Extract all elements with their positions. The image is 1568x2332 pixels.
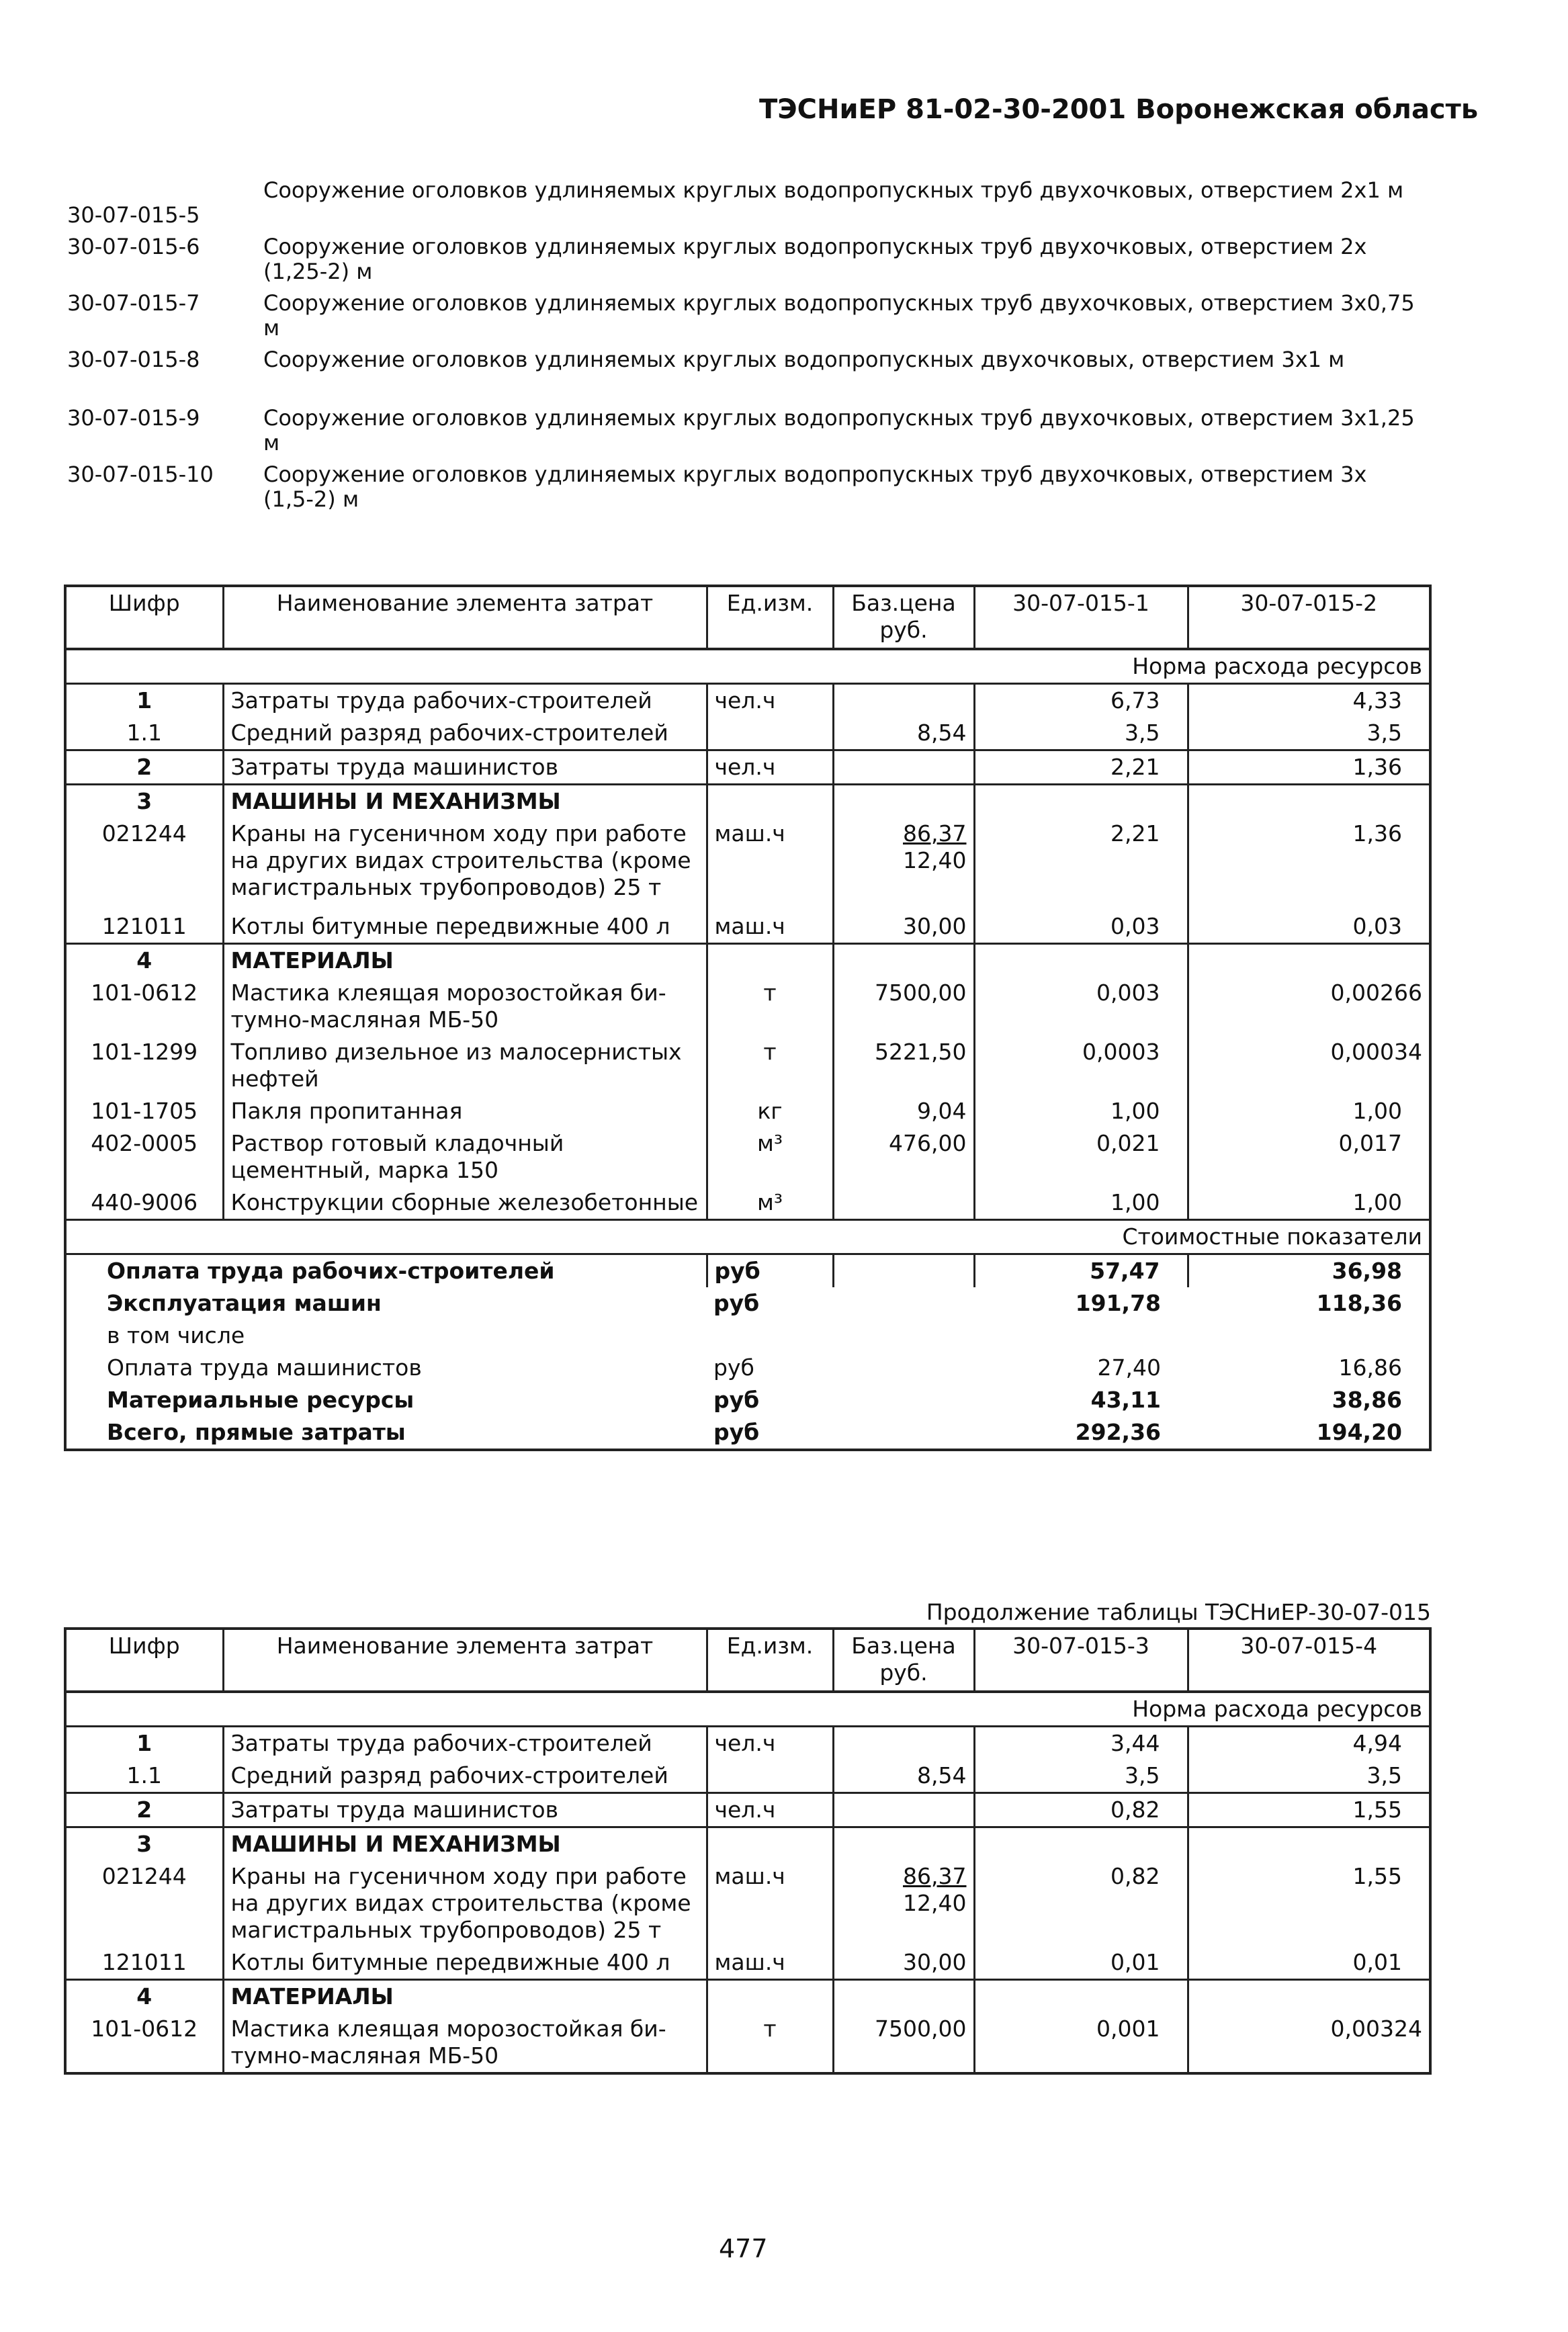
row-value-2: 3,5 (1188, 717, 1430, 750)
row-value-1: 3,5 (974, 717, 1188, 750)
row-unit: т (707, 1036, 833, 1095)
cost-name: Материальные ресурсы (65, 1384, 707, 1416)
code-item (67, 406, 1418, 456)
header-col2: 30-07-015-4 (1188, 1629, 1430, 1692)
price-main: 86,37 (903, 820, 967, 847)
cost-value-1 (974, 1320, 1188, 1352)
cost-name: Оплата труда машинистов (65, 1352, 707, 1384)
table-row (65, 1980, 1430, 2014)
row-name: Средний разряд рабочих-строителей (223, 1760, 707, 1793)
cost-value-1: 57,47 (974, 1254, 1188, 1288)
row-value-2: 3,5 (1188, 1760, 1430, 1793)
row-value-1 (974, 1980, 1188, 2014)
row-code: 021244 (65, 818, 223, 904)
row-unit: маш.ч (707, 1946, 833, 1980)
row-unit (707, 785, 833, 818)
cost-value-1: 191,78 (1075, 1290, 1161, 1316)
row-name: Мастика клеящая морозостойкая би-тумно-масляная МБ-50 (223, 977, 707, 1036)
code-value: 30-07-015-10 (67, 462, 214, 487)
table-row (65, 2013, 1430, 2073)
row-price (833, 1827, 974, 1861)
row-code: 3 (65, 1827, 223, 1861)
table-row (65, 1036, 1430, 1095)
cost-value-2: 36,98 (1188, 1254, 1430, 1288)
row-name: Конструкции сборные железобетонные (223, 1186, 707, 1220)
row-code: 2 (65, 750, 223, 785)
table-row (65, 944, 1430, 978)
row-value-1: 2,21 (974, 818, 1188, 904)
section-row (65, 1220, 1430, 1254)
row-code: 440-9006 (65, 1186, 223, 1220)
code-description: Сооружение оголовков удлиняемых круглых водопропускных труб двухочковых, отверстием 2х (1,25-2) м (263, 234, 1367, 284)
cost-row (65, 1416, 1430, 1450)
cost-price (833, 1287, 974, 1320)
price-sub: 12,40 (903, 847, 967, 873)
row-price: 7500,00 (833, 977, 974, 1036)
table-row (65, 1860, 1430, 1946)
cost-price (833, 1320, 974, 1352)
cost-unit: руб (713, 1290, 760, 1316)
cost-row (65, 1384, 1430, 1416)
row-unit: чел.ч (707, 1727, 833, 1760)
row-unit: чел.ч (707, 750, 833, 785)
row-name: Краны на гусеничном ходу при работе на других видах строительства (кроме магистральных трубопроводов) 25 т (223, 818, 707, 904)
row-unit: маш.ч (707, 818, 833, 904)
row-name: Затраты труда рабочих-строителей (223, 1727, 707, 1760)
row-price (833, 1860, 974, 1946)
cost-name: Всего, прямые затраты (65, 1416, 707, 1450)
row-unit: м³ (707, 1127, 833, 1186)
row-value-1: 0,001 (974, 2013, 1188, 2073)
table-row (65, 1793, 1430, 1827)
row-price (833, 750, 974, 785)
row-value-2: 0,00266 (1188, 977, 1430, 1036)
row-value-1: 0,021 (974, 1127, 1188, 1186)
section-row (65, 649, 1430, 684)
row-value-1: 0,003 (974, 977, 1188, 1036)
row-code: 4 (65, 944, 223, 978)
row-unit: маш.ч (707, 1860, 833, 1946)
row-price: 5221,50 (833, 1036, 974, 1095)
row-name: Средний разряд рабочих-строителей (223, 717, 707, 750)
cost-row (65, 1254, 1430, 1288)
resource-table-2 (64, 1627, 1432, 2075)
code-description-list (67, 178, 1418, 512)
table-row (65, 1727, 1430, 1760)
row-unit: т (707, 977, 833, 1036)
header-name: Наименование элемента затрат (223, 586, 707, 649)
row-name: Затраты труда машинистов (223, 1793, 707, 1827)
cost-row (65, 1352, 1430, 1384)
table-header-row (65, 586, 1430, 649)
row-price: 30,00 (833, 1946, 974, 1980)
row-unit (707, 1980, 833, 2014)
code-value: 30-07-015-9 (67, 405, 200, 431)
header-col2: 30-07-015-2 (1188, 586, 1430, 649)
row-value-2 (1188, 785, 1430, 818)
code-description: Сооружение оголовков удлиняемых круглых водопропускных труб двухочковых, отверстием 3х1,25 м (263, 405, 1415, 456)
table-row (65, 1827, 1430, 1861)
row-value-2: 0,00324 (1188, 2013, 1430, 2073)
row-value-2: 1,36 (1188, 818, 1430, 904)
row-price (833, 1186, 974, 1220)
cost-name: в том числе (65, 1320, 707, 1352)
code-item (67, 178, 1418, 228)
norm-title: Норма расхода ресурсов (65, 1692, 1430, 1727)
header-price: Баз.цена руб. (833, 586, 974, 649)
row-value-2 (1188, 1827, 1430, 1861)
row-unit: м³ (707, 1186, 833, 1220)
row-value-1: 0,03 (974, 904, 1188, 944)
row-name: Затраты труда рабочих-строителей (223, 684, 707, 718)
row-value-1: 0,01 (974, 1946, 1188, 1980)
row-unit (707, 944, 833, 978)
row-price (833, 1727, 974, 1760)
row-unit (707, 1827, 833, 1861)
cost-value-2: 16,86 (1188, 1352, 1430, 1384)
row-code: 101-0612 (65, 977, 223, 1036)
row-code: 1 (65, 684, 223, 718)
row-name: МАТЕРИАЛЫ (223, 1980, 707, 2014)
page-number: 477 (719, 2234, 768, 2263)
row-name: Раствор готовый кладочный цементный, марка 150 (223, 1127, 707, 1186)
resource-table-1 (64, 585, 1432, 1451)
row-price: 7500,00 (833, 2013, 974, 2073)
row-value-2: 4,33 (1188, 684, 1430, 718)
row-value-1 (974, 944, 1188, 978)
table-row (65, 1095, 1430, 1127)
row-value-2 (1188, 944, 1430, 978)
row-price: 9,04 (833, 1095, 974, 1127)
row-unit: т (707, 2013, 833, 2073)
row-unit: чел.ч (707, 1793, 833, 1827)
table-row (65, 1760, 1430, 1793)
row-value-1: 6,73 (974, 684, 1188, 718)
row-name: МАШИНЫ И МЕХАНИЗМЫ (223, 785, 707, 818)
row-value-1: 1,00 (974, 1095, 1188, 1127)
row-value-1: 3,5 (974, 1760, 1188, 1793)
row-price (833, 785, 974, 818)
row-value-2: 1,55 (1188, 1860, 1430, 1946)
price-sub: 12,40 (903, 1890, 967, 1916)
code-value: 30-07-015-7 (67, 290, 200, 316)
row-unit (707, 717, 833, 750)
row-price: 30,00 (833, 904, 974, 944)
row-code: 1.1 (65, 717, 223, 750)
cost-value-1: 43,11 (1090, 1387, 1161, 1413)
cost-value-2: 38,86 (1188, 1384, 1430, 1416)
row-name: Котлы битумные передвижные 400 л (223, 904, 707, 944)
cost-unit: руб (707, 1254, 833, 1288)
row-value-1 (974, 1827, 1188, 1861)
row-code: 1.1 (65, 1760, 223, 1793)
row-price (833, 944, 974, 978)
row-unit: кг (707, 1095, 833, 1127)
code-value: 30-07-015-6 (67, 234, 200, 259)
row-value-1: 0,82 (974, 1860, 1188, 1946)
row-value-2: 1,00 (1188, 1095, 1430, 1127)
cost-value-1: 27,40 (1097, 1354, 1161, 1381)
code-description: Сооружение оголовков удлиняемых круглых водопропускных труб двухочковых, отверстием 2х1 м (263, 177, 1404, 203)
row-value-2: 1,36 (1188, 750, 1430, 785)
code-description: Сооружение оголовков удлиняемых круглых водопропускных труб двухочковых, отверстием 3х0,75 м (263, 290, 1415, 341)
table-row (65, 684, 1430, 718)
cost-unit (707, 1320, 833, 1352)
row-price (833, 1793, 974, 1827)
table-row (65, 1946, 1430, 1980)
row-value-2 (1188, 1980, 1430, 2014)
row-name: Затраты труда машинистов (223, 750, 707, 785)
row-name: Пакля пропитанная (223, 1095, 707, 1127)
price-main: 86,37 (903, 1863, 967, 1889)
code-item (67, 234, 1418, 284)
row-price: 8,54 (833, 717, 974, 750)
code-item (67, 462, 1418, 512)
cost-value-1: 292,36 (974, 1416, 1188, 1450)
row-price (833, 1980, 974, 2014)
header-unit: Ед.изм. (707, 586, 833, 649)
code-description: Сооружение оголовков удлиняемых круглых водопропускных двухочковых, отверстием 3х1 м (263, 347, 1345, 372)
table-row (65, 1127, 1430, 1186)
row-code: 4 (65, 1980, 223, 2014)
row-value-2: 1,55 (1188, 1793, 1430, 1827)
row-price (833, 818, 974, 904)
row-unit: маш.ч (707, 904, 833, 944)
cost-row (65, 1287, 1430, 1320)
row-name: МАШИНЫ И МЕХАНИЗМЫ (223, 1827, 707, 1861)
row-code: 101-1705 (65, 1095, 223, 1127)
table-row (65, 904, 1430, 944)
cost-price (833, 1352, 974, 1384)
row-value-1: 3,44 (974, 1727, 1188, 1760)
table-row (65, 750, 1430, 785)
row-code: 3 (65, 785, 223, 818)
cost-unit: руб (713, 1354, 754, 1381)
table-row (65, 977, 1430, 1036)
row-code: 2 (65, 1793, 223, 1827)
section-row (65, 1692, 1430, 1727)
row-name: Мастика клеящая морозостойкая би-тумно-масляная МБ-50 (223, 2013, 707, 2073)
cost-price (833, 1384, 974, 1416)
cost-name: Оплата труда рабочих-строителей (65, 1254, 707, 1288)
row-code: 121011 (65, 904, 223, 944)
cost-unit: руб (707, 1416, 833, 1450)
row-name: Котлы битумные передвижные 400 л (223, 1946, 707, 1980)
table-row (65, 1186, 1430, 1220)
row-value-2: 4,94 (1188, 1727, 1430, 1760)
row-value-2: 0,00034 (1188, 1036, 1430, 1095)
header-col1: 30-07-015-1 (974, 586, 1188, 649)
row-unit: чел.ч (707, 684, 833, 718)
row-unit (707, 1760, 833, 1793)
header-code: Шифр (65, 586, 223, 649)
row-name: Краны на гусеничном ходу при работе на других видах строительства (кроме магистральных трубопроводов) 25 т (223, 1860, 707, 1946)
row-value-2: 1,00 (1188, 1186, 1430, 1220)
row-code: 402-0005 (65, 1127, 223, 1186)
header-name: Наименование элемента затрат (223, 1629, 707, 1692)
norm-title: Норма расхода ресурсов (65, 649, 1430, 684)
row-value-1: 1,00 (974, 1186, 1188, 1220)
cost-value-2: 194,20 (1188, 1416, 1430, 1450)
code-description: Сооружение оголовков удлиняемых круглых водопропускных труб двухочковых, отверстием 3х (1,5-2) м (263, 462, 1367, 512)
table-header-row (65, 1629, 1430, 1692)
row-value-2: 0,017 (1188, 1127, 1430, 1186)
code-value: 30-07-015-5 (67, 202, 200, 228)
row-code: 021244 (65, 1860, 223, 1946)
table-row (65, 818, 1430, 904)
header-unit: Ед.изм. (707, 1629, 833, 1692)
continuation-title: Продолжение таблицы ТЭСНиЕР-30-07-015 (926, 1599, 1431, 1625)
cost-price (833, 1254, 974, 1288)
row-price: 476,00 (833, 1127, 974, 1186)
header-col1: 30-07-015-3 (974, 1629, 1188, 1692)
row-price (833, 684, 974, 718)
row-price: 8,54 (833, 1760, 974, 1793)
header-price: Баз.цена руб. (833, 1629, 974, 1692)
cost-unit: руб (713, 1387, 760, 1413)
row-name: Топливо дизельное из малосернистых нефтей (223, 1036, 707, 1095)
row-code: 101-1299 (65, 1036, 223, 1095)
row-name: МАТЕРИАЛЫ (223, 944, 707, 978)
row-value-2: 0,03 (1188, 904, 1430, 944)
row-code: 121011 (65, 1946, 223, 1980)
row-value-1: 0,82 (974, 1793, 1188, 1827)
row-code: 1 (65, 1727, 223, 1760)
cost-title: Стоимостные показатели (65, 1220, 1430, 1254)
row-code: 101-0612 (65, 2013, 223, 2073)
cost-value-2: 118,36 (1188, 1287, 1430, 1320)
page-header: ТЭСНиЕР 81-02-30-2001 Воронежская область (759, 94, 1479, 125)
cost-row (65, 1320, 1430, 1352)
code-value: 30-07-015-8 (67, 347, 200, 372)
cost-price (833, 1416, 974, 1450)
row-value-1: 2,21 (974, 750, 1188, 785)
table-row (65, 785, 1430, 818)
row-value-1: 0,0003 (974, 1036, 1188, 1095)
code-item (67, 347, 1418, 372)
cost-value-2 (1188, 1320, 1430, 1352)
header-code: Шифр (65, 1629, 223, 1692)
table-row (65, 717, 1430, 750)
row-value-2: 0,01 (1188, 1946, 1430, 1980)
cost-name: Эксплуатация машин (65, 1287, 707, 1320)
code-item (67, 291, 1418, 341)
row-value-1 (974, 785, 1188, 818)
